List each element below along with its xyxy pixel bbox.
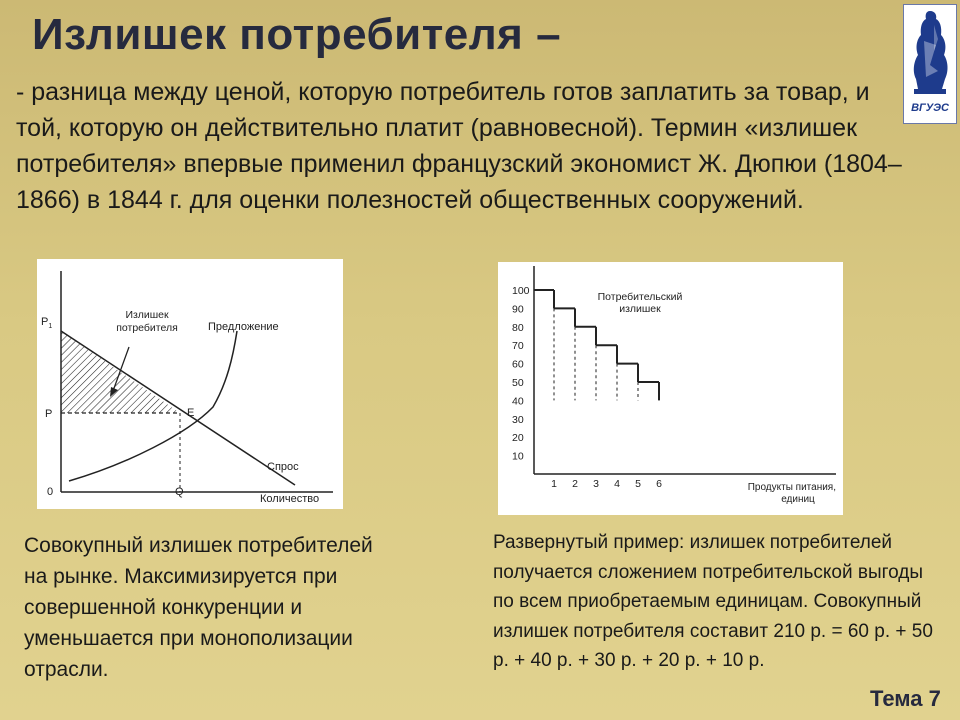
x-tick-label: 5 — [635, 478, 641, 490]
y-tick-label: 40 — [512, 395, 524, 408]
surplus-label-line1: Излишек — [125, 309, 169, 321]
x-axis-label: Количество — [260, 493, 320, 505]
y-tick-label: 60 — [512, 358, 524, 371]
y-tick-label: 70 — [512, 340, 524, 353]
y-tick-label: 90 — [512, 303, 524, 316]
y-tick-label: 20 — [512, 432, 524, 445]
p1-label: $P_1$ — [41, 316, 53, 330]
surplus-label-line2: потребителя — [116, 322, 178, 334]
consumer-surplus-step-chart — [498, 262, 843, 515]
x-tick-label: 6 — [656, 478, 662, 490]
chart-title-line2: излишек — [619, 303, 661, 315]
x-tick-label: 2 — [572, 478, 578, 490]
logo-text: ВГУЭС — [911, 102, 949, 114]
right-caption: Развернутый пример: излишек потребителей получается сложением потребительской выгоды по всем приобретаемым единицам. Совокупный излишек потребителя составит 210 р. = 60 р. + 50 р. + 40 р. + 30 р. + 20 р. + 10 р. — [493, 532, 933, 671]
demand-label: Спрос — [267, 461, 299, 473]
e-label: E — [187, 407, 195, 419]
y-tick-label: 80 — [512, 321, 524, 334]
x-tick-label: 1 — [551, 478, 557, 490]
y-tick-label: 50 — [512, 377, 524, 389]
x-axis-label-line2: единиц — [781, 494, 815, 505]
slide-title: Излишек потребителя – — [32, 10, 562, 59]
university-logo — [903, 4, 957, 124]
chart-title-line1: Потребительский — [597, 291, 683, 303]
supply-demand-chart — [37, 259, 343, 509]
left-caption: Совокупный излишек потребителей на рынке. Максимизируется при совершенной конкуренции и уменьшается при монополизации отрасли. — [24, 534, 373, 681]
y-tick-label: 10 — [512, 450, 524, 463]
q-label: Q — [175, 486, 184, 498]
x-tick-label: 3 — [593, 478, 599, 490]
y-tick-label: 30 — [512, 413, 524, 426]
y-tick-label: 100 — [512, 285, 530, 297]
origin-label: 0 — [47, 486, 54, 498]
supply-label: Предложение — [208, 321, 279, 333]
theme-label: Тема 7 — [870, 686, 941, 711]
x-axis-label-line1: Продукты питания, — [747, 482, 836, 493]
p-label: P — [45, 408, 53, 420]
definition-text: - разница между ценой, которую потребитель готов заплатить за товар, и той, которую он действительно платит (равновесной). Термин «излишек потребителя» впервые применил французский экономист Ж. Дюпюи (1804–1866) в 1844 г. для оценки полезностей общественных сооружений. — [16, 78, 902, 214]
x-tick-label: 4 — [614, 478, 620, 490]
